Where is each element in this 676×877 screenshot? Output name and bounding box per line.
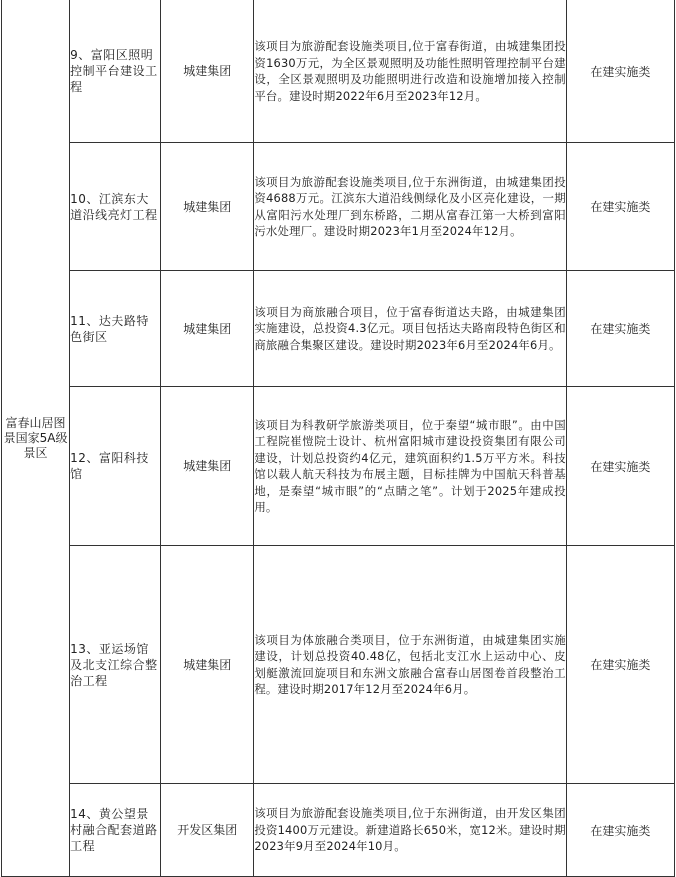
project-status: 在建实施类 bbox=[590, 658, 651, 672]
implementing-org: 开发区集团 bbox=[177, 823, 238, 837]
project-name: 10、江滨东大道沿线亮灯工程 bbox=[70, 191, 158, 222]
projects-table bbox=[1, 0, 675, 877]
project-description: 该项目为体旅融合类项目，位于东洲街道，由城建集团实施建设，计划总投资40.48亿，包括北支江水上运动中心、皮划艇激流回旋项目和东洲文旅融合富春山居图卷首段整治工程。建设时期2017年12月至2024年6月。 bbox=[254, 632, 566, 696]
project-name: 9、富阳区照明控制平台建设工程 bbox=[70, 48, 158, 94]
project-name-cell bbox=[70, 387, 161, 546]
project-status: 在建实施类 bbox=[590, 64, 651, 79]
table-row bbox=[2, 784, 675, 877]
implementing-org: 城建集团 bbox=[183, 657, 232, 672]
org-cell bbox=[161, 271, 254, 387]
description-cell bbox=[254, 387, 566, 546]
table-row bbox=[2, 387, 675, 546]
scenic-area-cell bbox=[2, 0, 70, 877]
org-cell bbox=[161, 784, 254, 877]
description-cell bbox=[254, 546, 566, 784]
project-description: 该项目为旅游配套设施类项目,位于富春街道，由城建集团投资1630万元，为全区景观照明及功能性照明管理控制平台建设，全区景观照明及功能照明进行改造和设施增加接入控制平台。建设时期2022年6月至2023年12月。 bbox=[254, 39, 566, 103]
implementing-org: 城建集团 bbox=[183, 321, 232, 336]
project-name: 14、黄公望景村融合配套道路工程 bbox=[70, 807, 158, 853]
status-cell bbox=[566, 546, 674, 784]
table-row bbox=[2, 546, 675, 784]
status-cell bbox=[566, 784, 674, 877]
project-name: 13、亚运场馆及北支江综合整治工程 bbox=[70, 641, 158, 688]
org-cell bbox=[161, 387, 254, 546]
org-cell bbox=[161, 143, 254, 271]
status-cell bbox=[566, 387, 674, 546]
status-cell bbox=[566, 0, 674, 143]
implementing-org: 城建集团 bbox=[183, 199, 232, 214]
project-name-cell bbox=[70, 271, 161, 387]
project-description: 该项目为商旅融合项目，位于富春街道达夫路，由城建集团实施建设，总投资4.3亿元。项目包括达夫路南段特色街区和商旅融合集聚区建设。建设时期2023年6月至2024年6月。 bbox=[254, 304, 566, 352]
project-status: 在建实施类 bbox=[590, 823, 651, 838]
project-name-cell bbox=[70, 0, 161, 143]
status-cell bbox=[566, 143, 674, 271]
project-description: 该项目为旅游配套设施类项目,位于东洲街道，由城建集团投资4688万元。江滨东大道沿线侧绿化及小区亮化建设，一期从富阳污水处理厂到东桥路，二期从富春江第一大桥到富阳污水处理厂。建设时期2023年1月至2024年12月。 bbox=[254, 174, 566, 238]
table-row bbox=[2, 271, 675, 387]
description-cell bbox=[254, 784, 566, 877]
org-cell bbox=[161, 546, 254, 784]
org-cell bbox=[161, 0, 254, 143]
project-name-cell bbox=[70, 784, 161, 877]
project-status: 在建实施类 bbox=[590, 200, 651, 214]
project-name: 11、达夫路特色街区 bbox=[70, 313, 149, 344]
project-status: 在建实施类 bbox=[590, 459, 651, 474]
project-status: 在建实施类 bbox=[590, 322, 651, 336]
project-description: 该项目为科教研学旅游类项目，位于秦望“城市眼”。由中国工程院崔愷院士设计、杭州富阳城市建设投资集团有限公司建设，计划总投资约4亿元，建筑面积约1.5万平方米。科技馆以载人航天科技为布展主题，目标挂牌为中国航天科普基地，是秦望“城市眼”的“点睛之笔”。计划于2025年建成投用。 bbox=[254, 417, 566, 514]
project-name: 12、富阳科技馆 bbox=[70, 451, 149, 481]
implementing-org: 城建集团 bbox=[183, 64, 232, 78]
table-row bbox=[2, 0, 675, 143]
scenic-area-name: 富春山居图景国家5A级景区 bbox=[3, 415, 68, 460]
project-description: 该项目为旅游配套设施类项目,位于东洲街道，由开发区集团投资1400万元建设。新建道路长650米，宽12米。建设时期2023年9月至2024年10月。 bbox=[254, 806, 566, 854]
status-cell bbox=[566, 271, 674, 387]
table-row bbox=[2, 143, 675, 271]
description-cell bbox=[254, 271, 566, 387]
project-name-cell bbox=[70, 143, 161, 271]
description-cell bbox=[254, 143, 566, 271]
description-cell bbox=[254, 0, 566, 143]
implementing-org: 城建集团 bbox=[183, 459, 232, 473]
project-name-cell bbox=[70, 546, 161, 784]
